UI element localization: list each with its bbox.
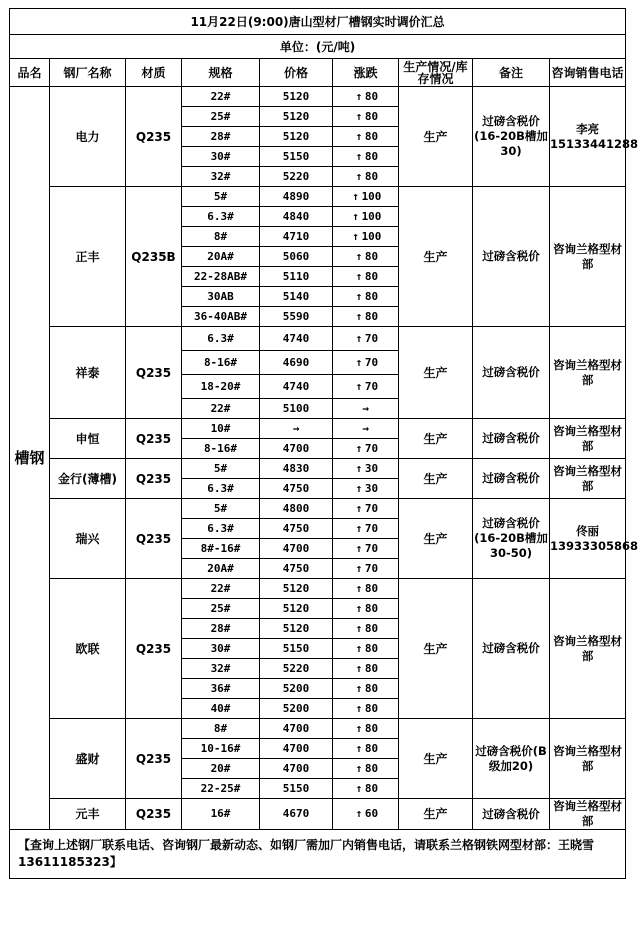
spec-cell: 28# [182, 127, 260, 147]
up-arrow-icon: ↑ [355, 169, 363, 183]
right-arrow-icon: → [362, 401, 369, 415]
change-cell [333, 167, 399, 187]
change-value: 70 [364, 541, 379, 555]
change-cell [333, 127, 399, 147]
spec-cell: 10# [182, 419, 260, 439]
change-value: 80 [364, 601, 379, 615]
spec-cell: 5# [182, 499, 260, 519]
change-cell [333, 699, 399, 719]
change-cell [333, 327, 399, 351]
table-row [10, 187, 626, 207]
sales-contact: 咨询兰格型材部 [550, 459, 626, 499]
price-cell: 5150 [260, 639, 333, 659]
price-cell: 5220 [260, 659, 333, 679]
change-value: 70 [364, 441, 379, 455]
price-cell: → [260, 419, 333, 439]
header-mill: 钢厂名称 [50, 59, 126, 87]
price-cell: 5200 [260, 679, 333, 699]
price-cell: 4750 [260, 479, 333, 499]
price-cell: 4740 [260, 375, 333, 399]
production-status: 生产 [399, 799, 473, 830]
price-cell: 5060 [260, 247, 333, 267]
mill-name: 金行(薄槽) [50, 459, 126, 499]
price-cell: 4890 [260, 187, 333, 207]
spec-cell: 8# [182, 719, 260, 739]
change-cell [333, 619, 399, 639]
change-value: 80 [364, 309, 379, 323]
change-cell [333, 759, 399, 779]
change-cell [333, 375, 399, 399]
sales-contact: 咨询兰格型材部 [550, 187, 626, 327]
price-cell: 5120 [260, 599, 333, 619]
change-value: 100 [361, 229, 382, 243]
spec-cell: 6.3# [182, 327, 260, 351]
price-cell: 5590 [260, 307, 333, 327]
change-value: 80 [364, 781, 379, 795]
spec-cell: 8-16# [182, 439, 260, 459]
table-row [10, 799, 626, 830]
spec-cell: 30# [182, 147, 260, 167]
up-arrow-icon: ↑ [355, 269, 363, 283]
spec-cell: 16# [182, 799, 260, 830]
change-value: 80 [364, 169, 379, 183]
price-cell: 5120 [260, 127, 333, 147]
change-cell [333, 719, 399, 739]
up-arrow-icon: ↑ [355, 721, 363, 735]
up-arrow-icon: ↑ [355, 521, 363, 535]
change-cell [333, 539, 399, 559]
sheet-title: 11月22日(9:00)唐山型材厂槽钢实时调价汇总 [10, 9, 626, 35]
header-price: 价格 [260, 59, 333, 87]
change-value: 80 [364, 681, 379, 695]
change-value: 80 [364, 701, 379, 715]
change-value: 70 [364, 521, 379, 535]
spec-cell: 5# [182, 459, 260, 479]
price-note: 过磅含税价(B级加20) [473, 719, 550, 799]
up-arrow-icon: ↑ [352, 209, 359, 223]
change-cell [333, 679, 399, 699]
table-row [10, 499, 626, 519]
change-value: 70 [364, 501, 379, 515]
change-value: 80 [364, 641, 379, 655]
up-arrow-icon: ↑ [355, 501, 363, 515]
up-arrow-icon: ↑ [355, 761, 363, 775]
up-arrow-icon: ↑ [355, 309, 363, 323]
price-cell: 5120 [260, 107, 333, 127]
change-value: 80 [364, 289, 379, 303]
price-cell: 4670 [260, 799, 333, 830]
price-cell: 5150 [260, 147, 333, 167]
change-cell [333, 579, 399, 599]
sales-contact: 佟丽 13933305868 [550, 499, 626, 579]
header-row [10, 59, 626, 87]
material: Q235 [126, 799, 182, 830]
change-value: 100 [361, 209, 382, 223]
price-sheet [9, 8, 639, 879]
header-material: 材质 [126, 59, 182, 87]
spec-cell: 22-28AB# [182, 267, 260, 287]
spec-cell: 28# [182, 619, 260, 639]
change-value: 80 [364, 761, 379, 775]
mill-name: 盛财 [50, 719, 126, 799]
spec-cell: 20A# [182, 559, 260, 579]
change-value: 80 [364, 249, 379, 263]
price-cell: 5100 [260, 399, 333, 419]
change-value: 30 [364, 461, 379, 475]
change-cell [333, 459, 399, 479]
material: Q235 [126, 459, 182, 499]
price-cell: 4800 [260, 499, 333, 519]
sales-contact: 李亮 15133441288 [550, 87, 626, 187]
material: Q235 [126, 719, 182, 799]
spec-cell: 30# [182, 639, 260, 659]
change-cell [333, 107, 399, 127]
change-value: 80 [364, 109, 379, 123]
header-contact: 咨询销售电话 [550, 59, 626, 87]
table-row [10, 459, 626, 479]
up-arrow-icon: ↑ [355, 601, 363, 615]
spec-cell: 20A# [182, 247, 260, 267]
change-value: 70 [364, 379, 379, 393]
spec-cell: 25# [182, 107, 260, 127]
up-arrow-icon: ↑ [355, 109, 363, 123]
price-cell: 4740 [260, 327, 333, 351]
change-cell [333, 739, 399, 759]
price-cell: 5140 [260, 287, 333, 307]
up-arrow-icon: ↑ [355, 461, 363, 475]
spec-cell: 8-16# [182, 351, 260, 375]
change-cell [333, 87, 399, 107]
change-value: 80 [364, 581, 379, 595]
up-arrow-icon: ↑ [355, 441, 363, 455]
spec-cell: 10-16# [182, 739, 260, 759]
up-arrow-icon: ↑ [355, 561, 363, 575]
sales-contact: 咨询兰格型材部 [550, 719, 626, 799]
table-row [10, 579, 626, 599]
change-value: 60 [364, 807, 379, 820]
price-note: 过磅含税价(16-20B槽加30) [473, 87, 550, 187]
spec-cell: 6.3# [182, 479, 260, 499]
production-status: 生产 [399, 419, 473, 459]
spec-cell: 30AB [182, 287, 260, 307]
change-value: 80 [364, 661, 379, 675]
change-cell [333, 799, 399, 830]
mill-name: 正丰 [50, 187, 126, 327]
mill-name: 瑞兴 [50, 499, 126, 579]
unit-label: 单位：(元/吨) [10, 35, 626, 59]
up-arrow-icon: ↑ [352, 189, 359, 203]
change-cell [333, 599, 399, 619]
up-arrow-icon: ↑ [352, 229, 359, 243]
mill-name: 申恒 [50, 419, 126, 459]
price-cell: 4700 [260, 739, 333, 759]
price-cell: 4840 [260, 207, 333, 227]
footer-notice: 【查询上述钢厂联系电话、咨询钢厂最新动态、如钢厂需加厂内销售电话，请联系兰格钢铁网型材部：王晓雪13611185323】 [10, 830, 626, 879]
spec-cell: 36# [182, 679, 260, 699]
up-arrow-icon: ↑ [355, 807, 363, 820]
up-arrow-icon: ↑ [355, 481, 363, 495]
up-arrow-icon: ↑ [355, 541, 363, 555]
production-status: 生产 [399, 459, 473, 499]
price-note: 过磅含税价 [473, 187, 550, 327]
price-note: 过磅含税价 [473, 799, 550, 830]
change-cell [333, 307, 399, 327]
price-cell: 4710 [260, 227, 333, 247]
price-cell: 5110 [260, 267, 333, 287]
header-note: 备注 [473, 59, 550, 87]
price-cell: 4690 [260, 351, 333, 375]
change-cell [333, 659, 399, 679]
up-arrow-icon: ↑ [355, 621, 363, 635]
spec-cell: 22-25# [182, 779, 260, 799]
change-cell [333, 207, 399, 227]
production-status: 生产 [399, 499, 473, 579]
header-category: 品名 [10, 59, 50, 87]
spec-cell: 20# [182, 759, 260, 779]
spec-cell: 8# [182, 227, 260, 247]
spec-cell: 25# [182, 599, 260, 619]
price-cell: 5120 [260, 619, 333, 639]
header-change: 涨跌 [333, 59, 399, 87]
spec-cell: 40# [182, 699, 260, 719]
price-note: 过磅含税价 [473, 579, 550, 719]
up-arrow-icon: ↑ [355, 289, 363, 303]
spec-cell: 8#-16# [182, 539, 260, 559]
price-note: 过磅含税价 [473, 419, 550, 459]
change-value: 70 [364, 355, 379, 369]
category-cell: 槽钢 [10, 87, 50, 830]
change-value: 80 [364, 269, 379, 283]
sales-contact: 咨询兰格型材部 [550, 799, 626, 830]
change-value: 70 [364, 331, 379, 345]
change-value: 80 [364, 149, 379, 163]
material: Q235 [126, 579, 182, 719]
change-cell [333, 499, 399, 519]
table-row [10, 327, 626, 351]
change-value: 80 [364, 129, 379, 143]
spec-cell: 32# [182, 167, 260, 187]
up-arrow-icon: ↑ [355, 781, 363, 795]
change-cell [333, 147, 399, 167]
spec-cell: 32# [182, 659, 260, 679]
production-status: 生产 [399, 327, 473, 419]
up-arrow-icon: ↑ [355, 331, 363, 345]
price-cell: 4700 [260, 539, 333, 559]
spec-cell: 22# [182, 399, 260, 419]
up-arrow-icon: ↑ [355, 249, 363, 263]
spec-cell: 18-20# [182, 375, 260, 399]
price-cell: 4700 [260, 759, 333, 779]
mill-name: 元丰 [50, 799, 126, 830]
change-cell [333, 227, 399, 247]
price-cell: 4750 [260, 519, 333, 539]
production-status: 生产 [399, 87, 473, 187]
right-arrow-icon: → [362, 421, 369, 435]
price-cell: 5220 [260, 167, 333, 187]
up-arrow-icon: ↑ [355, 355, 363, 369]
price-cell: 4700 [260, 439, 333, 459]
price-note: 过磅含税价 [473, 459, 550, 499]
price-cell: 5200 [260, 699, 333, 719]
price-table [9, 8, 639, 879]
header-status: 生产情况/库存情况 [399, 59, 473, 87]
up-arrow-icon: ↑ [355, 681, 363, 695]
spec-cell: 6.3# [182, 207, 260, 227]
spec-cell: 36-40AB# [182, 307, 260, 327]
price-cell: 4700 [260, 719, 333, 739]
material: Q235B [126, 187, 182, 327]
change-value: 80 [364, 741, 379, 755]
change-value: 80 [364, 89, 379, 103]
change-value: 70 [364, 561, 379, 575]
change-cell [333, 779, 399, 799]
material: Q235 [126, 419, 182, 459]
price-cell: 5120 [260, 579, 333, 599]
change-cell [333, 187, 399, 207]
change-cell [333, 479, 399, 499]
up-arrow-icon: ↑ [355, 701, 363, 715]
table-row [10, 419, 626, 439]
material: Q235 [126, 87, 182, 187]
material: Q235 [126, 499, 182, 579]
sales-contact: 咨询兰格型材部 [550, 579, 626, 719]
sales-contact: 咨询兰格型材部 [550, 419, 626, 459]
sales-contact: 咨询兰格型材部 [550, 327, 626, 419]
production-status: 生产 [399, 719, 473, 799]
change-cell [333, 287, 399, 307]
change-cell [333, 519, 399, 539]
price-cell: 4830 [260, 459, 333, 479]
up-arrow-icon: ↑ [355, 129, 363, 143]
change-cell [333, 419, 399, 439]
production-status: 生产 [399, 579, 473, 719]
spec-cell: 5# [182, 187, 260, 207]
table-row [10, 87, 626, 107]
change-value: 30 [364, 481, 379, 495]
change-value: 100 [361, 189, 382, 203]
material: Q235 [126, 327, 182, 419]
change-cell [333, 247, 399, 267]
mill-name: 祥泰 [50, 327, 126, 419]
change-cell [333, 399, 399, 419]
change-value: 80 [364, 621, 379, 635]
spec-cell: 6.3# [182, 519, 260, 539]
price-note: 过磅含税价(16-20B槽加30-50) [473, 499, 550, 579]
mill-name: 欧联 [50, 579, 126, 719]
up-arrow-icon: ↑ [355, 149, 363, 163]
price-cell: 5150 [260, 779, 333, 799]
production-status: 生产 [399, 187, 473, 327]
up-arrow-icon: ↑ [355, 89, 363, 103]
change-value: 80 [364, 721, 379, 735]
price-note: 过磅含税价 [473, 327, 550, 419]
up-arrow-icon: ↑ [355, 641, 363, 655]
change-cell [333, 639, 399, 659]
up-arrow-icon: ↑ [355, 581, 363, 595]
table-row [10, 719, 626, 739]
up-arrow-icon: ↑ [355, 379, 363, 393]
mill-name: 电力 [50, 87, 126, 187]
price-cell: 5120 [260, 87, 333, 107]
change-cell [333, 439, 399, 459]
price-cell: 4750 [260, 559, 333, 579]
spec-cell: 22# [182, 579, 260, 599]
spec-cell: 22# [182, 87, 260, 107]
up-arrow-icon: ↑ [355, 741, 363, 755]
up-arrow-icon: ↑ [355, 661, 363, 675]
change-cell [333, 267, 399, 287]
change-cell [333, 559, 399, 579]
change-cell [333, 351, 399, 375]
header-spec: 规格 [182, 59, 260, 87]
